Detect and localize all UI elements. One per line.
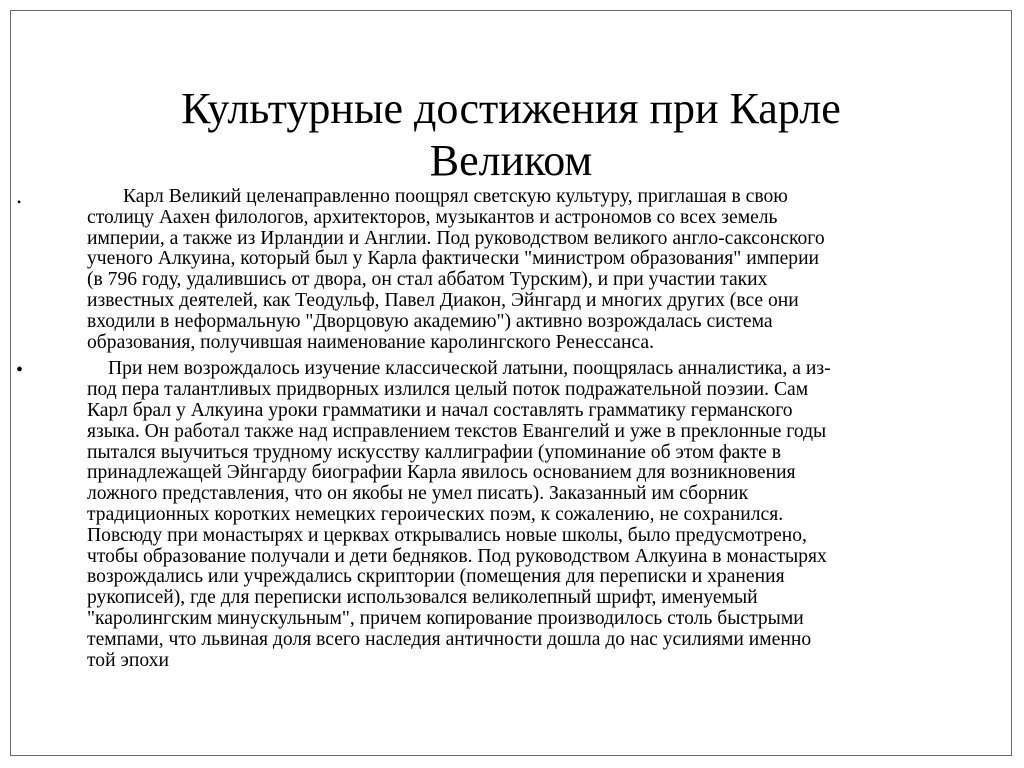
text-line: возрождались или учреждались скриптории (помещения для переписки и хранения (87, 566, 785, 588)
text-line: "каролингским минускульным", причем копирование производилось столь быстрыми (87, 607, 804, 629)
text-line: языка. Он работал также над исправлением текстов Евангелий и уже в преклонные годы (87, 420, 827, 442)
text-line: традиционных коротких немецких героических поэм, к сожалению, не сохранился. (87, 503, 784, 525)
text-line: чтобы образование получали и дети бедняков. Под руководством Алкуина в монастырях (87, 545, 827, 567)
text-line: пытался выучиться трудному искусству каллиграфии (упоминание об этом факте в (87, 441, 781, 463)
text-line: принадлежащей Эйнгарду биографии Карла явилось основанием для возникновения (87, 462, 796, 484)
text-line: под пера талантливых придворных излился целый поток подражательной поэзии. Сам (87, 379, 809, 401)
text-line: ученого Алкуина, который был у Карла фактически "министром образования" империи (87, 248, 820, 270)
bullet-list (11, 187, 1012, 677)
text-line: Повсюду при монастырях и церквах открывались новые школы, было предусмотрено, (87, 524, 807, 546)
text-line: столицу Аахен филологов, архитекторов, музыкантов и астрономов со всех земель (87, 206, 778, 228)
text-line: (в 796 году, удалившись от двора, он стал аббатом Турским), и при участии таких (87, 269, 768, 291)
bullet-paragraph-1 (11, 187, 977, 353)
text-line: Карл Великий целенаправленно поощрял светскую культуру, приглашая в свою (123, 186, 788, 207)
text-line: империи, а также из Ирландии и Англии. Под руководством великого англо-саксонского (87, 227, 825, 249)
bullet-marker: • (16, 359, 24, 382)
text-line: ложного представления, что он якобы не умел писать). Заказанный им сборник (87, 483, 749, 505)
bullet-item-1 (11, 187, 1012, 353)
text-line: рукописей), где для переписки использовался великолепный шрифт, именуемый (87, 587, 758, 609)
slide-title (51, 83, 971, 187)
bullet-paragraph-2 (11, 359, 977, 671)
text-line: входили в неформальную "Дворцовую академию") активно возрождалась система (87, 310, 773, 332)
text-line: известных деятелей, как Теодульф, Павел Диакон, Эйнгард и многих других (все они (87, 289, 799, 311)
bullet-item-2 (11, 359, 1012, 671)
text-line: образования, получившая наименование каролингского Ренессанса. (87, 331, 654, 353)
text-line: Карл брал у Алкуина уроки грамматики и начал составлять грамматику германского (87, 399, 793, 421)
text-line: При нем возрождалось изучение классической латыни, поощрялась анналистика, а из- (108, 358, 831, 380)
text-line: той эпохи (87, 649, 169, 671)
text-line: темпами, что львиная доля всего наследия античности дошла до нас усилиями именно (87, 628, 812, 650)
slide-title-line-1: Культурные достижения при Карле (181, 84, 841, 133)
bullet-marker: • (17, 195, 22, 209)
slide (10, 10, 1012, 756)
slide-title-line-2: Великом (429, 136, 593, 185)
